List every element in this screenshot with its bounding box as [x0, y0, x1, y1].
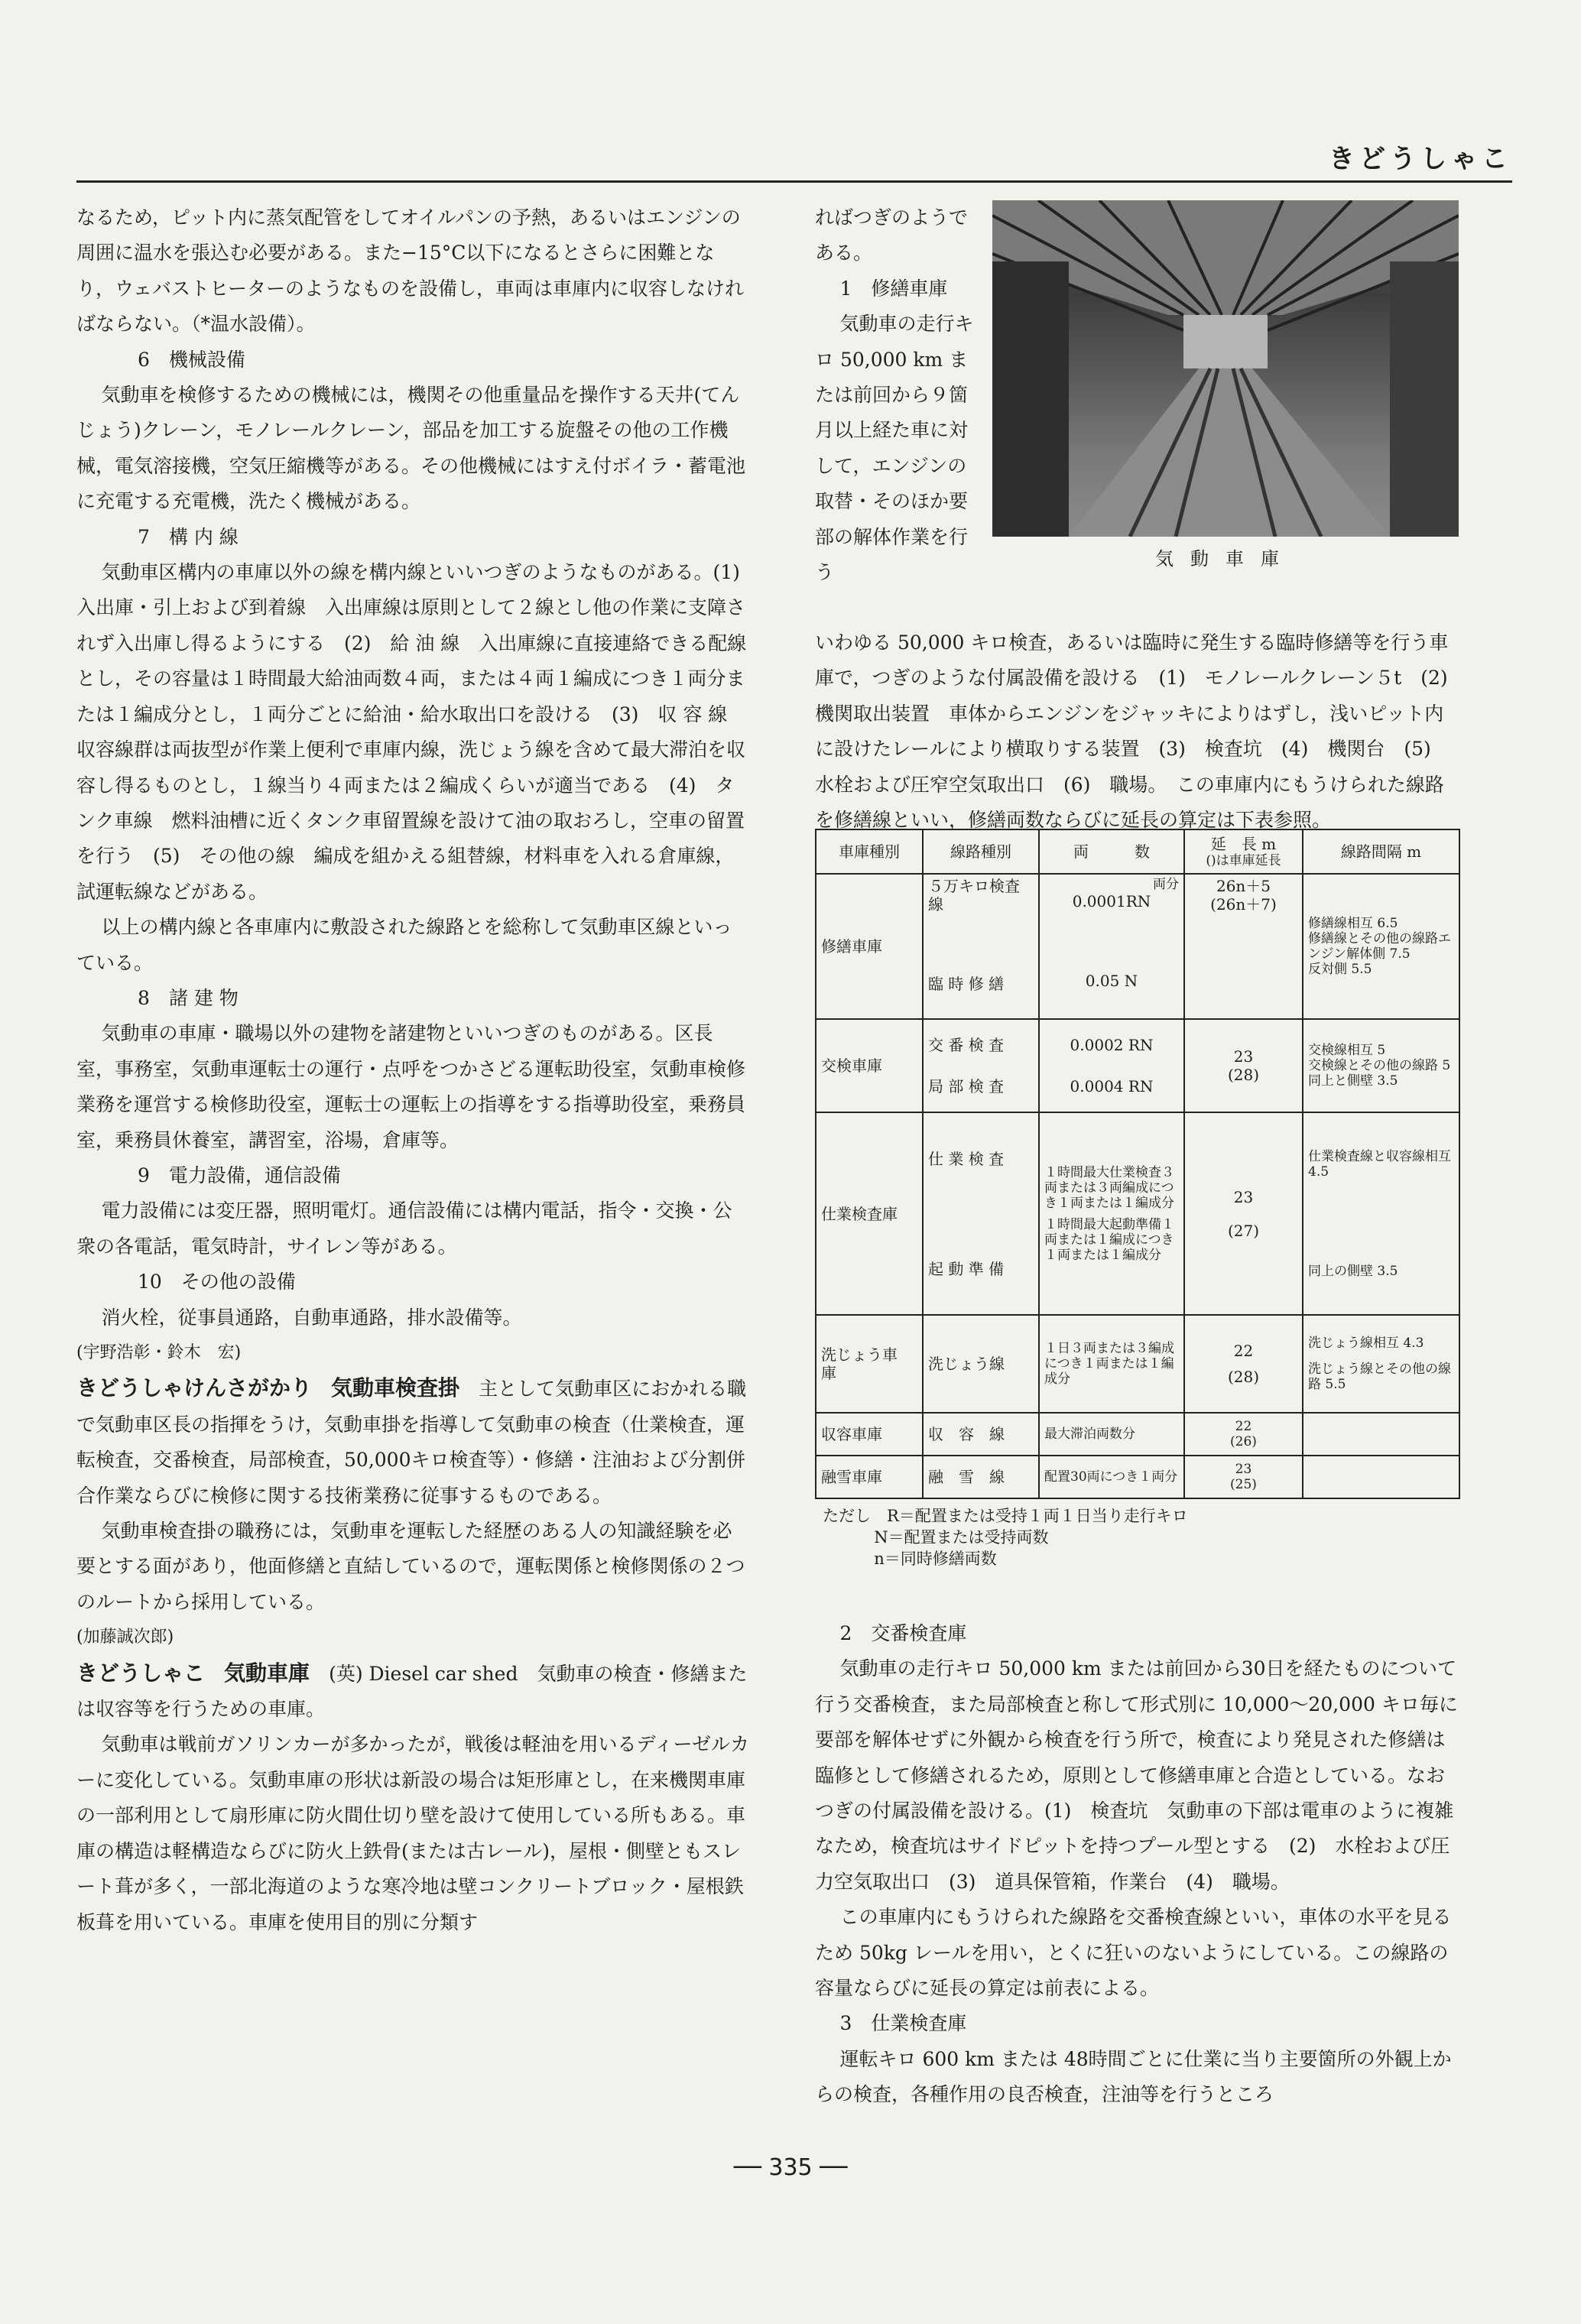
paragraph: 気動車は戦前ガソリンカーが多かったが，戦後は軽油を用いるディーゼルカーに変化している。気動車庫の形状は新設の場合は矩形庫とし，在来機関車庫の一部利用として扇形庫に防火間仕切り壁を設けて使用している所もある。車庫の構造は軽構造ならびに防火上鉄骨(または古レール)，屋根・側壁ともスレート葺が多く，一部北海道のような寒冷地は壁コンクリートブロック・屋根鉄板葺を用いている。車庫を使用目的別に分類す [76, 1733, 750, 1933]
entry-headword: きどうしゃけんさがかり [76, 1375, 313, 1401]
table-row [816, 874, 1459, 1019]
depot-type: 交検車庫 [816, 1019, 923, 1112]
paragraph: なるため，ピット内に蒸気配管をしてオイルパンの予熱，あるいはエンジンの周囲に温水を張込む必要がある。また−15°C以下になるとさらに困難となり，ウェバストヒーターのようなものを設備し，車両は車庫内に収容しなければならない。（*温水設備）。 [76, 206, 745, 336]
depot-type: 仕業検査庫 [816, 1112, 923, 1315]
paragraph: 運転キロ 600 km または 48時間ごとに仕業に当り主要箇所の外観上からの検査，各種作用の良否検査，注油等を行うところ [815, 2047, 1452, 2106]
section-heading: 2 交番検査庫 [839, 1622, 967, 1644]
author-signature: (加藤誠次郎) [76, 1628, 174, 1647]
car-count: 両分 0.0001RN 0.05 N [1039, 874, 1184, 1019]
depot-type: 収容車庫 [816, 1413, 923, 1456]
track-table [815, 829, 1459, 1569]
track-length: 23 (28) [1184, 1019, 1303, 1112]
track-length: 22 (28) [1184, 1315, 1303, 1413]
section-heading: 6 機械設備 [138, 348, 245, 371]
section-heading: 9 電力設備，通信設備 [138, 1164, 341, 1186]
section-heading: 1 修繕車庫 [839, 277, 948, 300]
line-type: 交 番 検 査 局 部 検 査 [923, 1019, 1039, 1112]
depot-type: 洗じょう車 庫 [816, 1315, 923, 1413]
entry-term: 気動車庫 [224, 1660, 310, 1686]
table-note: N＝配置または受持両数 [874, 1528, 1049, 1547]
running-title: きどうしゃこ [1329, 144, 1512, 174]
table-notes [815, 1505, 1459, 1569]
paragraph: 以上の構内線と各車庫内に敷設された線路とを総称して気動車区線といっている。 [76, 916, 732, 974]
header-rule [76, 180, 1512, 183]
dictionary-entry [76, 1371, 749, 1514]
paragraph: 電力設備には変圧器，照明電灯。通信設備には構内電話，指令・交換・公衆の各電話，電気時計，サイレン等がある。 [76, 1199, 732, 1258]
track-length: 26n＋5 (26n＋7) [1184, 874, 1303, 1019]
page-number: ── 335 ── [733, 2154, 848, 2181]
right-narrow-column [815, 200, 985, 590]
entry-body: 気動車の検査・修繕または収容等を行うための車庫。 [76, 1662, 748, 1721]
table-note: ただし R＝配置または受持１両１日当り走行キロ [823, 1507, 1188, 1525]
table-note: n＝同時修繕両数 [874, 1550, 997, 1568]
car-count: 0.0002 RN 0.0004 RN [1039, 1019, 1184, 1112]
table-row [816, 1112, 1459, 1315]
section-heading: 7 構 内 線 [138, 525, 239, 548]
table-row [816, 1456, 1459, 1498]
entry-headword: きどうしゃこ [76, 1660, 206, 1686]
column-header: 線路間隔 m [1303, 829, 1459, 874]
track-interval: 修繕線相互 6.5 修繕線とその他の線路エンジン解体側 7.5 反対側 5.5 [1303, 874, 1459, 1019]
page-header [0, 0, 1581, 183]
section-heading: 8 諸 建 物 [138, 986, 239, 1009]
line-type: 仕 業 検 査 起 動 準 備 [923, 1112, 1039, 1315]
column-header: 延 長 m ()は車庫延長 [1184, 829, 1303, 874]
column-header: 両 数 [1039, 829, 1184, 874]
photo-caption: 気動車庫 [1155, 548, 1296, 570]
right-column-paragraph [815, 625, 1467, 838]
car-count: １日３両または３編成につき１両または１編成分 [1039, 1315, 1184, 1413]
table-row [816, 1315, 1459, 1413]
paragraph: 気動車区構内の車庫以外の線を構内線といいつぎのようなものがある。(1) 入出庫・引上および到着線 入出庫線は原則として２線とし他の作業に支障されず入出庫し得るようにする (2) 給 油 線 入出庫線に直接連絡できる配線とし，その容量は１時間最大給油両数４両，または４両１編成につき１両分または１編成分とし，１両分ごとに給油・給水取出口を設ける (3) 収 容 線 収容線群は両抜型が作業上便利で車庫内線，洗じょう線を含めて最大滞泊を収容し得るものとし，１線当り４両または２編成くらいが適当である (4) タンク車線 燃料油槽に近くタンク車留置線を設けて油の取おろし，空車の留置を行う (5) その他の線 編成を組かえる組替線，材料車を入れる倉庫線，試運転線などがある。 [76, 561, 759, 903]
table-row [816, 1413, 1459, 1456]
track-interval: 洗じょう線相互 4.3 洗じょう線とその他の線路 5.5 [1303, 1315, 1459, 1413]
table-row [816, 1019, 1459, 1112]
depot-type: 融雪車庫 [816, 1456, 923, 1498]
paragraph: 気動車を検修するための機械には，機関その他重量品を操作する天井(てんじょう)クレーン，モノレールクレーン，部品を加工する旋盤その他の工作機械，電気溶接機，空気圧縮機等がある。その他機械にはすえ付ボイラ・蓄電池に充電する充電機，洗たく機械がある。 [76, 384, 746, 513]
paragraph: 気動車の車庫・職場以外の建物を諸建物といいつぎのものがある。区長室，事務室，気動車運転士の運行・点呼をつかさどる運転助役室，気動車検修業務を運営する検修助役室，運転士の運転上の指導をする指導助役室，乗務員室，乗務員休養室，講習室，浴場，倉庫等。 [76, 1022, 746, 1151]
track-interval: 仕業検査線と収容線相互 4.5 同上の側壁 3.5 [1303, 1112, 1459, 1315]
track-length: 23 (25) [1184, 1456, 1303, 1498]
paragraph: 気動車の走行キロ 50,000 km または前回から30日を経たものについて行う交番検査，また局部検査と称して形式別に 10,000～20,000 キロ毎に要部を解体せずに外観から検査を行う所で，検査により発見された修繕は臨修として修繕されるため，原則として修繕車庫と合造としている。なおつぎの付属設備を設ける。(1) 検査坑 気動車の下部は電車のように複雑なため，検査坑はサイドピットを持つプール型とする (2) 水栓および圧力空気取出口 (3) 道具保管箱，作業台 (4) 職場。 [815, 1657, 1458, 1893]
track-length: 23 (27) [1184, 1112, 1303, 1315]
author-signature: (宇野浩彰・鈴木 宏) [76, 1343, 242, 1362]
paragraph: いわゆる 50,000 キロ検査，あるいは臨時に発生する臨時修繕等を行う車庫で，つぎのような付属設備を設ける (1) モノレールクレーン５t (2) 機関取出装置 車体からエンジンをジャッキによりはずし，浅いピット内に設けたレールにより横取りする装置 (3) 検査坑 (4) 機関台 (5) 水栓および圧窄空気取出口 (6) 職場。 この車庫内にもうけられた線路を修繕線といい，修繕両数ならびに延長の算定は下表参照。 [815, 631, 1467, 832]
track-interval [1303, 1413, 1459, 1456]
track-calculation-table [815, 829, 1460, 1499]
entry-term: 気動車検査掛 [331, 1375, 460, 1401]
car-count: 配置30両につき１両分 [1039, 1456, 1184, 1498]
left-column [76, 200, 759, 1940]
line-type: ５万キロ検査線 臨 時 修 繕 [923, 874, 1039, 1019]
depot-type: 修繕車庫 [816, 874, 923, 1019]
right-column-bottom [815, 1616, 1459, 2113]
paragraph: この車庫内にもうけられた線路を交番検査線といい，車体の水平を見るため 50kg レールを用い，とくに狂いのないようにしている。この線路の容量ならびに延長の算定は前表による。 [815, 1906, 1452, 2000]
dictionary-entry [76, 1656, 749, 1728]
entry-english: (英) Diesel car shed [329, 1662, 518, 1685]
car-count: 最大滞泊両数分 [1039, 1413, 1184, 1456]
car-count: １時間最大仕業検査３両または３両編成につき１両または１編成分 １時間最大起動準備１両または１編成につき１両または１編成分 [1039, 1112, 1184, 1315]
column-header: 線路種別 [923, 829, 1039, 874]
paragraph: 気動車検査掛の職務には，気動車を運転した経歴のある人の知識経験を必要とする面があり，他面修繕と直結しているので，運転関係と検修関係の２つのルートから採用している。 [76, 1520, 745, 1613]
paragraph: ればつぎのようである。 [815, 206, 969, 265]
line-type: 融 雪 線 [923, 1456, 1039, 1498]
paragraph: 消火栓，従事員通路，自動車通路，排水設備等。 [101, 1306, 522, 1329]
section-heading: 3 仕業検査庫 [839, 2012, 967, 2035]
diesel-car-shed-photo [992, 200, 1459, 537]
track-length: 22 (26) [1184, 1413, 1303, 1456]
column-header: 車庫種別 [816, 829, 923, 874]
table-header-row [816, 829, 1459, 874]
line-type: 収 容 線 [923, 1413, 1039, 1456]
shed-interior-illustration [992, 200, 1459, 537]
line-type: 洗じょう線 [923, 1315, 1039, 1413]
track-interval [1303, 1456, 1459, 1498]
paragraph: 気動車の走行キロ 50,000 km または前回から９箇月以上経た車に対して，エンジンの取替・そのほか要部の解体作業を行う [815, 313, 974, 584]
entry-body: 主として気動車区におかれる職で気動車区長の指揮をうけ，気動車掛を指導して気動車の検査（仕業検査，運転検査，交番検査，局部検査，50,000キロ検査等）・修繕・注油および分割併合作業ならびに検修に関する技術業務に従事するものである。 [76, 1378, 747, 1507]
section-heading: 10 その他の設備 [138, 1271, 296, 1293]
track-interval: 交検線相互 5 交検線とその他の線路 5 同上と側壁 3.5 [1303, 1019, 1459, 1112]
